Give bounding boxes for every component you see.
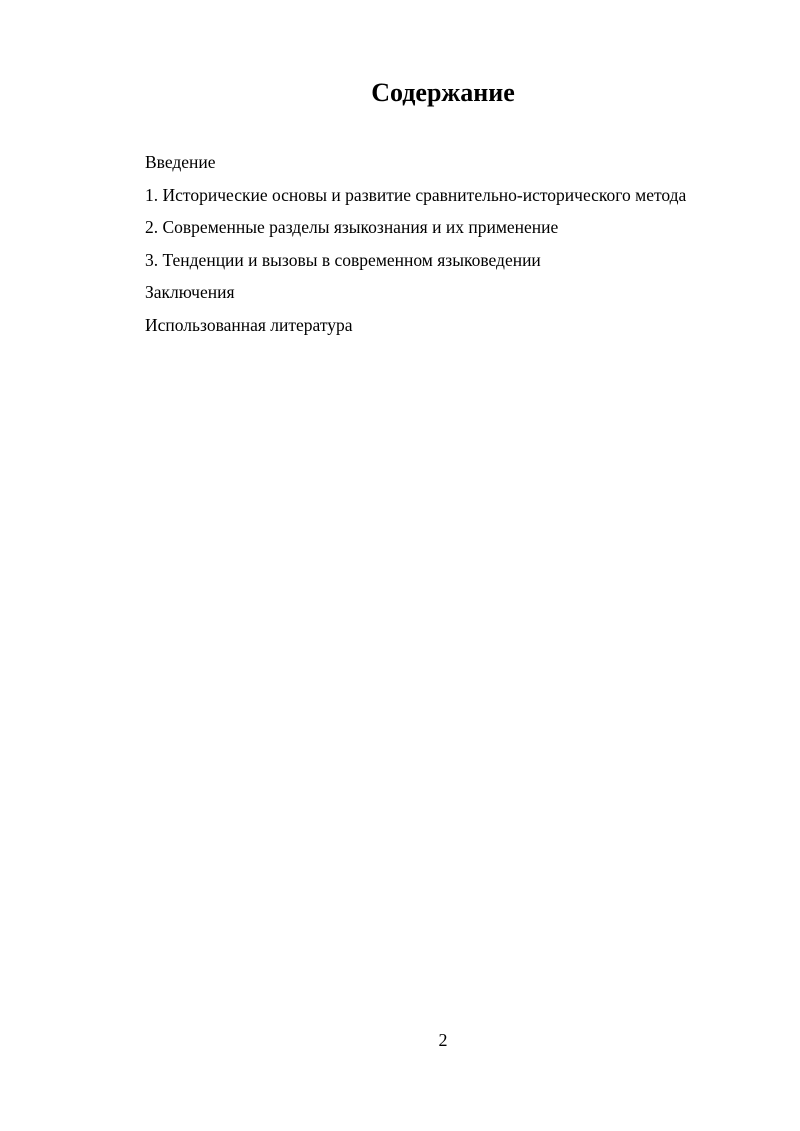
toc-item-chapter-1: 1. Исторические основы и развитие сравнительно-исторического метода	[145, 184, 687, 205]
page-number: 2	[438, 1030, 448, 1050]
toc-item-introduction: Введение	[145, 152, 216, 172]
toc-item-chapter-2: 2. Современные разделы языкознания и их применение	[145, 217, 559, 237]
toc-item-references: Использованная литература	[145, 314, 353, 335]
table-of-contents	[145, 146, 686, 341]
toc-title: Содержание	[371, 78, 515, 107]
toc-item-conclusion: Заключения	[145, 282, 235, 302]
toc-item-chapter-3: 3. Тенденции и вызовы в современном языковедении	[145, 249, 541, 270]
